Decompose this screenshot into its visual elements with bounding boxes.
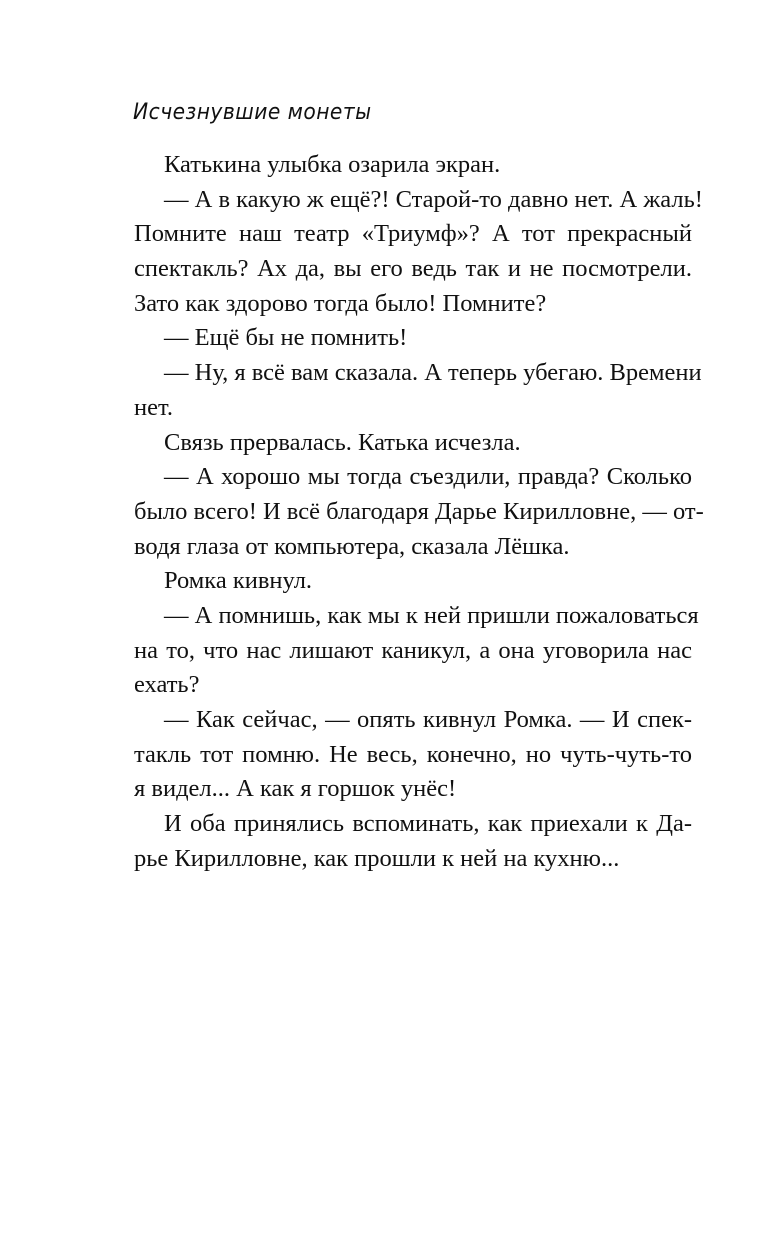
text-line: — Ну, я всё вам сказала. А теперь убегаю. Времени — [164, 359, 702, 387]
text-line: Помните наш театр «Триумф»? А тот прекрасный — [134, 220, 692, 248]
text-line: Катькина улыбка озарила экран. — [164, 151, 501, 178]
text-line: было всего! И всё благодаря Дарье Кирилловне, — от- — [134, 497, 704, 525]
text-line: — А хорошо мы тогда съездили, правда? Сколько — [164, 463, 692, 491]
text-line: Ромка кивнул. — [164, 567, 313, 595]
running-head: Исчезнувшие монеты — [133, 100, 372, 125]
text-line: спектакль? Ах да, вы его ведь так и не посмотрели. — [134, 255, 692, 283]
text-line: ехать? — [134, 671, 200, 699]
text-line: на то, что нас лишают каникул, а она уговорила нас — [134, 636, 692, 664]
text-line: И оба принялись вспоминать, как приехали к Да- — [164, 810, 692, 838]
body-text — [134, 148, 704, 876]
text-line: — А помнишь, как мы к ней пришли пожаловаться — [164, 601, 699, 629]
text-line: — А в какую ж ещё?! Старой-то давно нет. А жаль! — [164, 185, 703, 213]
text-line: нет. — [134, 393, 173, 421]
text-line: водя глаза от компьютера, сказала Лёшка. — [134, 532, 570, 560]
text-line: — Ещё бы не помнить! — [164, 324, 408, 352]
text-line: такль тот помню. Не весь, конечно, но чуть-чуть-то — [134, 740, 692, 768]
text-line: Связь прервалась. Катька исчезла. — [164, 428, 521, 456]
text-line: — Как сейчас, — опять кивнул Ромка. — И спек- — [164, 706, 692, 733]
text-line: рье Кирилловне, как прошли к ней на кухню... — [134, 844, 620, 872]
text-line: я видел... А как я горшок унёс! — [134, 775, 457, 803]
text-line: Зато как здорово тогда было! Помните? — [134, 289, 547, 317]
